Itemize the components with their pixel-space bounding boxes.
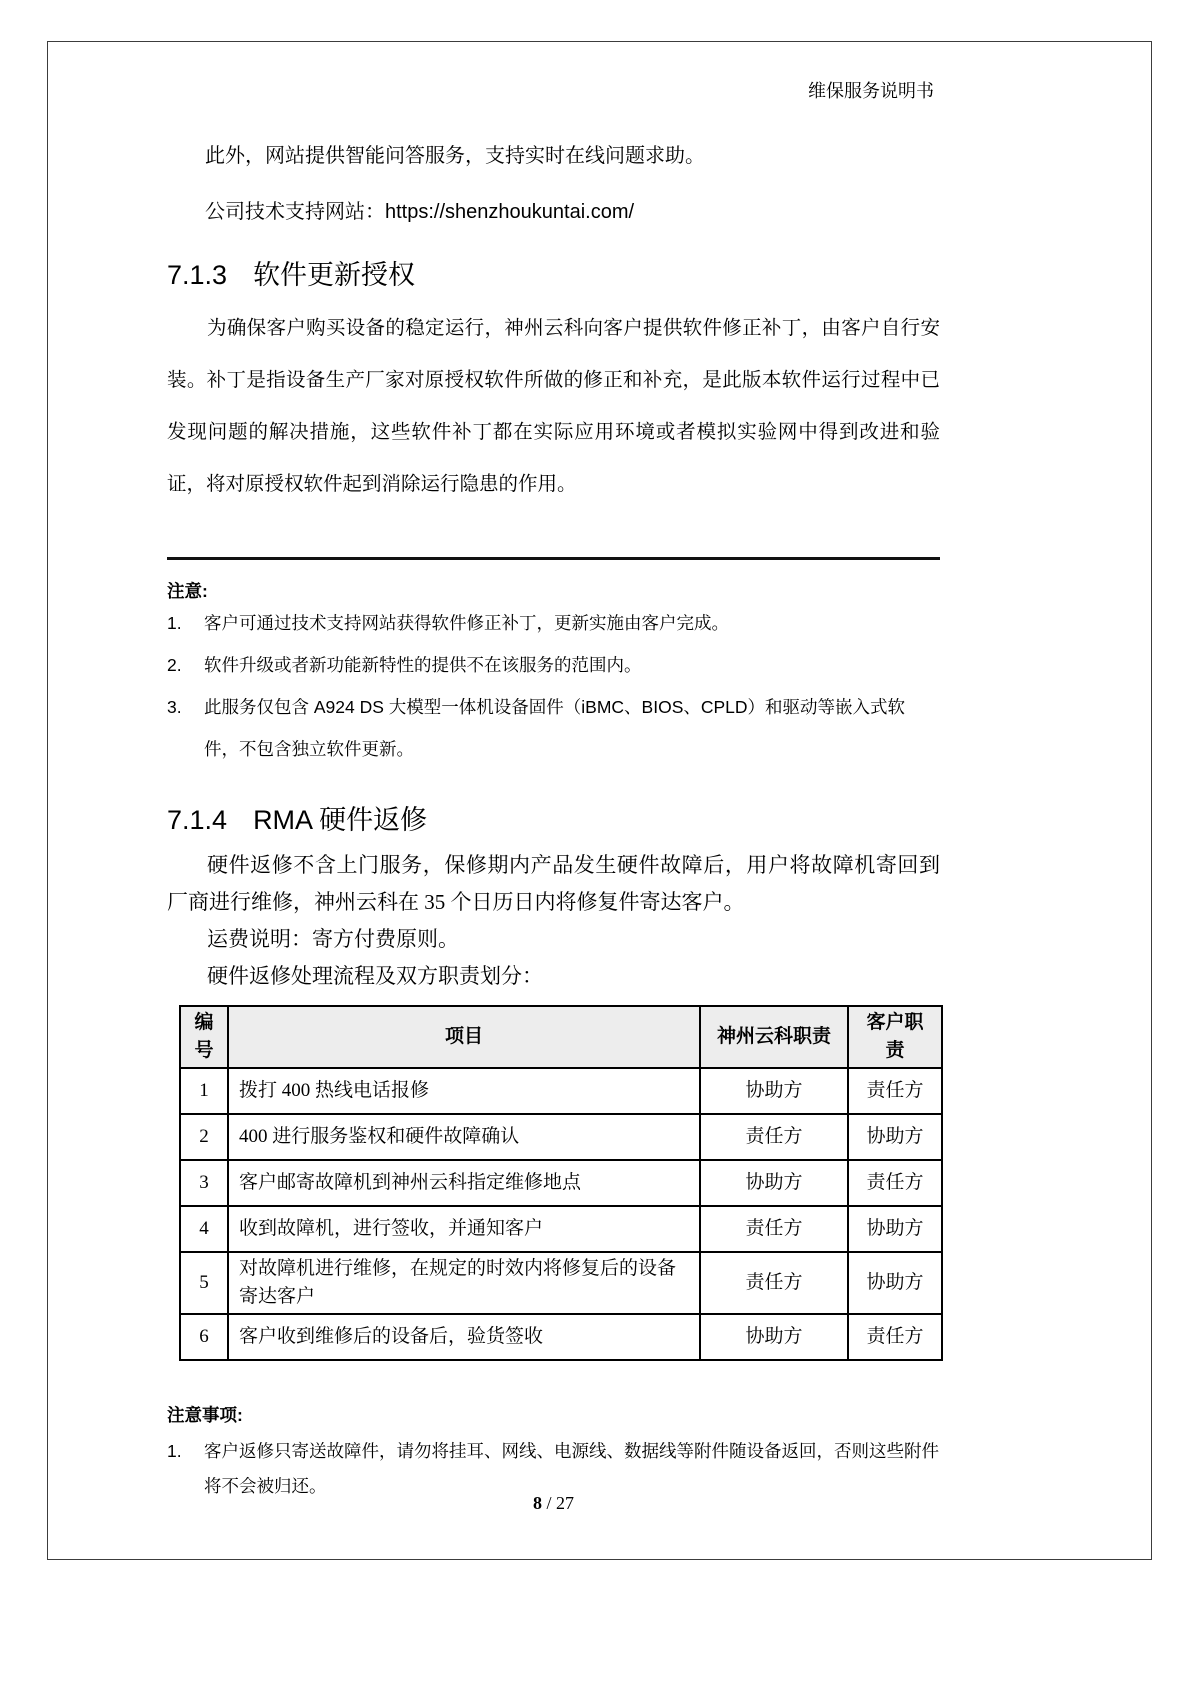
rma-paragraph-3: 硬件返修处理流程及双方职责划分： [207, 964, 543, 988]
cell-vendor-duty: 协助方 [700, 1160, 848, 1206]
cell-customer-duty: 协助方 [848, 1252, 942, 1314]
note-list [167, 602, 940, 770]
column-header-customer-duty: 客户职责 [848, 1006, 942, 1068]
cell-number: 4 [180, 1206, 228, 1252]
list-item-text: 客户可通过技术支持网站获得软件修正补丁，更新实施由客户完成。 [204, 613, 729, 633]
cell-customer-duty: 责任方 [848, 1314, 942, 1360]
table-row [180, 1160, 942, 1206]
list-item [167, 602, 940, 644]
section-714-body [167, 847, 940, 995]
cell-customer-duty: 协助方 [848, 1114, 942, 1160]
cell-item: 客户邮寄故障机到神州云科指定维修地点 [228, 1160, 700, 1206]
cell-number: 6 [180, 1314, 228, 1360]
list-item-number: 1. [167, 1441, 182, 1461]
cell-number: 1 [180, 1068, 228, 1114]
list-item-text: 客户返修只寄送故障件，请勿将挂耳、网线、电源线、数据线等附件随设备返回，否则这些附件将不会被归还。 [204, 1441, 939, 1496]
cell-item: 拨打 400 热线电话报修 [228, 1068, 700, 1114]
rma-paragraph-1: 硬件返修不含上门服务，保修期内产品发生硬件故障后，用户将故障机寄回到厂商进行维修，神州云科在 35 个日历日内将修复件寄达客户。 [167, 853, 940, 914]
list-item [167, 686, 940, 770]
cell-vendor-duty: 责任方 [700, 1114, 848, 1160]
cell-customer-duty: 责任方 [848, 1160, 942, 1206]
cell-vendor-duty: 责任方 [700, 1252, 848, 1314]
list-item-text: 此服务仅包含 A924 DS 大模型一体机设备固件（iBMC、BIOS、CPLD）和驱动等嵌入式软件，不包含独立软件更新。 [204, 697, 906, 759]
section-714-number: 7.1.4 [167, 805, 228, 835]
page-content [167, 41, 940, 1504]
rma-process-table [179, 1005, 943, 1361]
cell-item: 客户收到维修后的设备后，验货签收 [228, 1314, 700, 1360]
cell-item: 400 进行服务鉴权和硬件故障确认 [228, 1114, 700, 1160]
cell-customer-duty: 协助方 [848, 1206, 942, 1252]
cell-number: 3 [180, 1160, 228, 1206]
cell-vendor-duty: 协助方 [700, 1314, 848, 1360]
table-row [180, 1314, 942, 1360]
list-item-number: 3. [167, 697, 182, 717]
cell-number: 2 [180, 1114, 228, 1160]
cell-item: 对故障机进行维修，在规定的时效内将修复后的设备寄达客户 [228, 1252, 700, 1314]
table-header-row [180, 1006, 942, 1068]
page-footer [167, 1492, 940, 1514]
column-header-item: 项目 [228, 1006, 700, 1068]
list-item-number: 2. [167, 655, 182, 675]
table-row [180, 1206, 942, 1252]
cell-vendor-duty: 责任方 [700, 1206, 848, 1252]
intro-paragraph-2: 公司技术支持网站：https://shenzhoukuntai.com/ [205, 201, 635, 223]
column-header-vendor-duty: 神州云科职责 [700, 1006, 848, 1068]
section-713-body: 为确保客户购买设备的稳定运行，神州云科向客户提供软件修正补丁，由客户自行安装。补丁是指设备生产厂家对原授权软件所做的修正和补充，是此版本软件运行过程中已发现问题的解决措施，这些软件补丁都在实际应用环境或者模拟实验网中得到改进和验证，将对原授权软件起到消除运行隐患的作用。 [167, 317, 940, 495]
section-714-heading [167, 803, 940, 837]
intro-paragraph-1: 此外，网站提供智能问答服务，支持实时在线问题求助。 [205, 145, 705, 167]
page-number-separator: / [546, 1493, 552, 1513]
cell-vendor-duty: 协助方 [700, 1068, 848, 1114]
table-row [180, 1252, 942, 1314]
note-label: 注意: [167, 581, 208, 601]
page-number: 8 [532, 1493, 542, 1513]
table-row [180, 1068, 942, 1114]
running-header: 维保服务说明书 [808, 81, 934, 101]
page-total: 27 [556, 1493, 574, 1513]
cell-item: 收到故障机，进行签收，并通知客户 [228, 1206, 700, 1252]
note-divider-rule [167, 557, 940, 560]
column-header-number: 编号 [180, 1006, 228, 1068]
table-row [180, 1114, 942, 1160]
section-713-number: 7.1.3 [167, 260, 228, 290]
list-item-number: 1. [167, 613, 182, 633]
cell-customer-duty: 责任方 [848, 1068, 942, 1114]
section-713-heading [167, 258, 940, 292]
list-item [167, 644, 940, 686]
cell-number: 5 [180, 1252, 228, 1314]
rma-paragraph-2: 运费说明：寄方付费原则。 [207, 927, 459, 951]
list-item-text: 软件升级或者新功能新特性的提供不在该服务的范围内。 [204, 655, 642, 675]
section-714-title: RMA 硬件返修 [253, 805, 428, 835]
notice-label: 注意事项: [167, 1405, 243, 1425]
section-713-title: 软件更新授权 [253, 260, 416, 290]
